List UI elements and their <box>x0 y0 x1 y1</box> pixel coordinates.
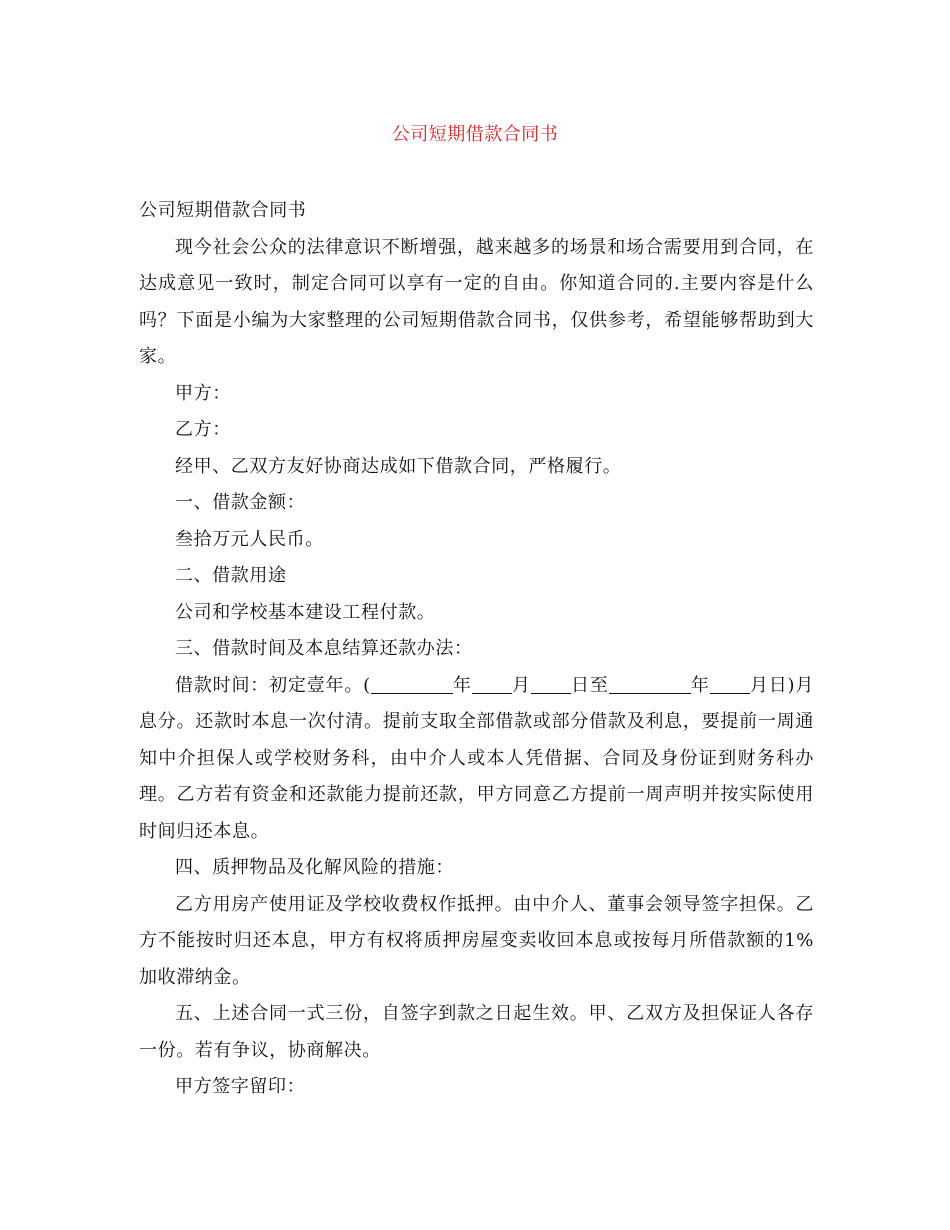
section4-body: 乙方用房产使用证及学校收费权作抵押。由中介人、董事会领导签字担保。乙方不能按时归还本息，甲方有权将质押房屋变卖收回本息或按每月所借款额的1%加收滞纳金。 <box>139 893 814 988</box>
section2-body: 公司和学校基本建设工程付款。 <box>175 601 436 623</box>
document-body <box>139 193 814 1106</box>
year-label-1: 年 <box>452 674 472 696</box>
month-blank-2 <box>710 673 750 694</box>
year-blank-1 <box>371 673 453 694</box>
document-title: 公司短期借款合同书 <box>391 124 559 145</box>
section3-heading: 三、借款时间及本息结算还款办法： <box>175 638 473 659</box>
party-a-label: 甲方： <box>175 382 231 404</box>
month-blank-1 <box>472 673 512 694</box>
year-blank-2 <box>609 673 691 694</box>
section4-heading: 四、质押物品及化解风险的措施： <box>175 857 454 878</box>
loan-term-lead: 借款时间：初定壹年。( <box>175 674 371 696</box>
month-label-1: 月 <box>511 674 531 696</box>
section1-heading: 一、借款金额： <box>175 492 306 513</box>
signature-a-label: 甲方签字留印： <box>175 1076 306 1097</box>
section2-heading: 二、借款用途 <box>175 565 287 586</box>
day-to-label: 日至 <box>570 674 609 696</box>
loan-term-rest: 月日)月息分。还款时本息一次付清。提前支取全部借款或部分借款及利息，要提前一周通知中介担保人或学校财务科，由中介人或本人凭借据、合同及身份证到财务科办理。乙方若有资金和还款能力提前还款，甲方同意乙方提前一周声明并按实际使用时间归还本息。 <box>139 674 814 842</box>
section1-body: 叁拾万元人民币。 <box>175 528 324 550</box>
party-b-label: 乙方： <box>175 419 231 440</box>
year-label-2: 年 <box>690 674 710 696</box>
document-subtitle: 公司短期借款合同书 <box>139 200 307 221</box>
section5-paragraph: 五、上述合同一式三份，自签字到款之日起生效。甲、乙双方及担保证人各存一份。若有争议，协商解决。 <box>139 1003 814 1061</box>
section3-body <box>139 668 814 851</box>
agreement-paragraph: 经甲、乙双方友好协商达成如下借款合同，严格履行。 <box>175 455 622 477</box>
day-blank-1 <box>531 673 571 694</box>
intro-paragraph: 现今社会公众的法律意识不断增强，越来越多的场景和场合需要用到合同，在达成意见一致时，制定合同可以享有一定的自由。你知道合同的.主要内容是什么吗？下面是小编为大家整理的公司短期借款合同书，仅供参考，希望能够帮助到大家。 <box>139 236 814 367</box>
